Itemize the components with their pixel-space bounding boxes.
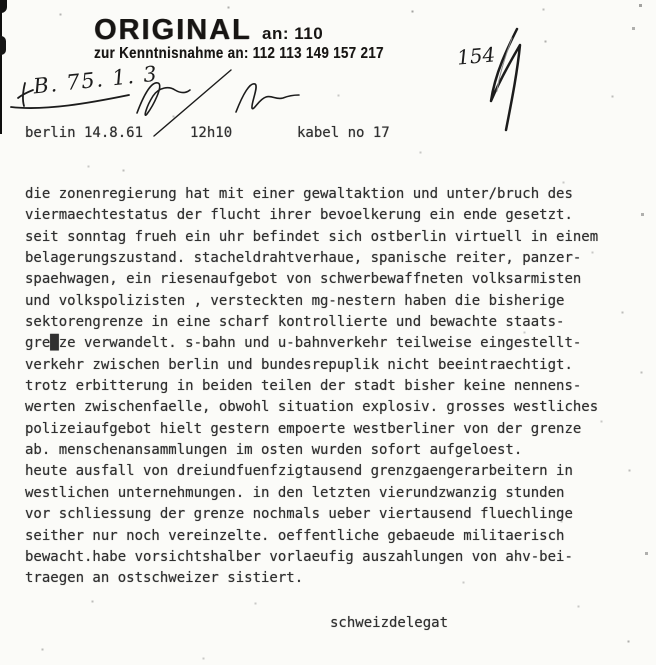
body-line: trotz erbitterung in beiden teilen der stadt bisher keine nennens- <box>25 378 582 395</box>
dateline-cable-no: kabel no 17 <box>297 125 390 141</box>
dateline-time: 12h10 <box>190 125 233 141</box>
stamp-cc-recipients-line: zur Kenntnisnahme an: 112 113 149 157 217 <box>94 45 384 62</box>
body-line: verkehr zwischen berlin und bundesrepuplik nicht beeintraechtigt. <box>25 356 573 373</box>
stamp-original-recipient: an: 110 <box>262 24 324 43</box>
dateline-place-date: berlin 14.8.61 <box>25 125 144 141</box>
scan-edge-blob-artifact <box>0 36 6 55</box>
dagger-mark-icon <box>18 83 33 106</box>
body-line: westlichen unternehmungen. in den letzten vierundzwanzig stunden <box>25 484 565 501</box>
body-line: belagerungszustand. stacheldrahtverhaue, spanische reiter, panzer- <box>25 250 582 267</box>
body-line: ab. menschenansammlungen im osten wurden sofort aufgeloest. <box>25 442 523 459</box>
body-line: vor schliessung der grenze nochmals ueber viertausend fluechlinge <box>25 506 573 523</box>
scan-noise-specks <box>0 0 1 1</box>
telegram-body <box>25 184 598 590</box>
body-line: sektorengrenze in eine scharf kontrollierte und bewachte staats- <box>25 314 565 331</box>
body-line: und volkspolizisten , versteckten mg-nestern haben die bisherige <box>25 292 565 309</box>
body-line: viermaechtestatus der flucht ihrer bevoelkerung ein ende gesetzt. <box>25 207 573 224</box>
signature-scribble-2 <box>236 84 299 112</box>
body-line: gre█ze verwandelt. s-bahn und u-bahnverkehr teilweise eingestellt- <box>25 335 582 352</box>
body-line: seither nur noch vereinzelte. oeffentliche gebaeude militaerisch <box>25 527 565 544</box>
body-line: polizeiaufgebot hielt gestern empoerte westberliner von der grenze <box>25 420 582 437</box>
scan-corner-blob-artifact <box>0 0 7 13</box>
stamp-original-label: ORIGINAL <box>94 14 252 46</box>
body-line: traegen an ostschweizer sistiert. <box>25 570 304 587</box>
body-line: seit sonntag frueh ein uhr befindet sich ostberlin virtuell in einem <box>25 228 599 245</box>
body-line: die zonenregierung hat mit einer gewaltaktion und unter/bruch des <box>25 186 573 202</box>
underline-stroke <box>11 95 129 108</box>
paraph-flourish-inner-stroke <box>497 38 512 91</box>
paraph-flourish-icon <box>491 29 520 130</box>
scan-edge-bar-artifact <box>0 0 2 134</box>
sender-signature: schweizdelegat <box>330 615 449 631</box>
handwritten-number-154: 154 <box>456 42 497 70</box>
signature-scribble-1 <box>137 83 190 115</box>
body-line: heute ausfall von dreiundfuenfzigtausend grenzgaengerarbeitern in <box>25 463 573 480</box>
handwritten-file-reference: B. 75. 1. 3 <box>32 61 160 99</box>
body-line: spaehwagen, ein riesenaufgebot von schwerbewaffneten volksarmisten <box>25 271 582 288</box>
body-line: werten zwischenfaelle, obwohl situation explosiv. grosses westliches <box>25 399 599 416</box>
body-line: bewacht.habe vorsichtshalber vorlaeufig auszahlungen von ahv-bei- <box>25 548 573 565</box>
